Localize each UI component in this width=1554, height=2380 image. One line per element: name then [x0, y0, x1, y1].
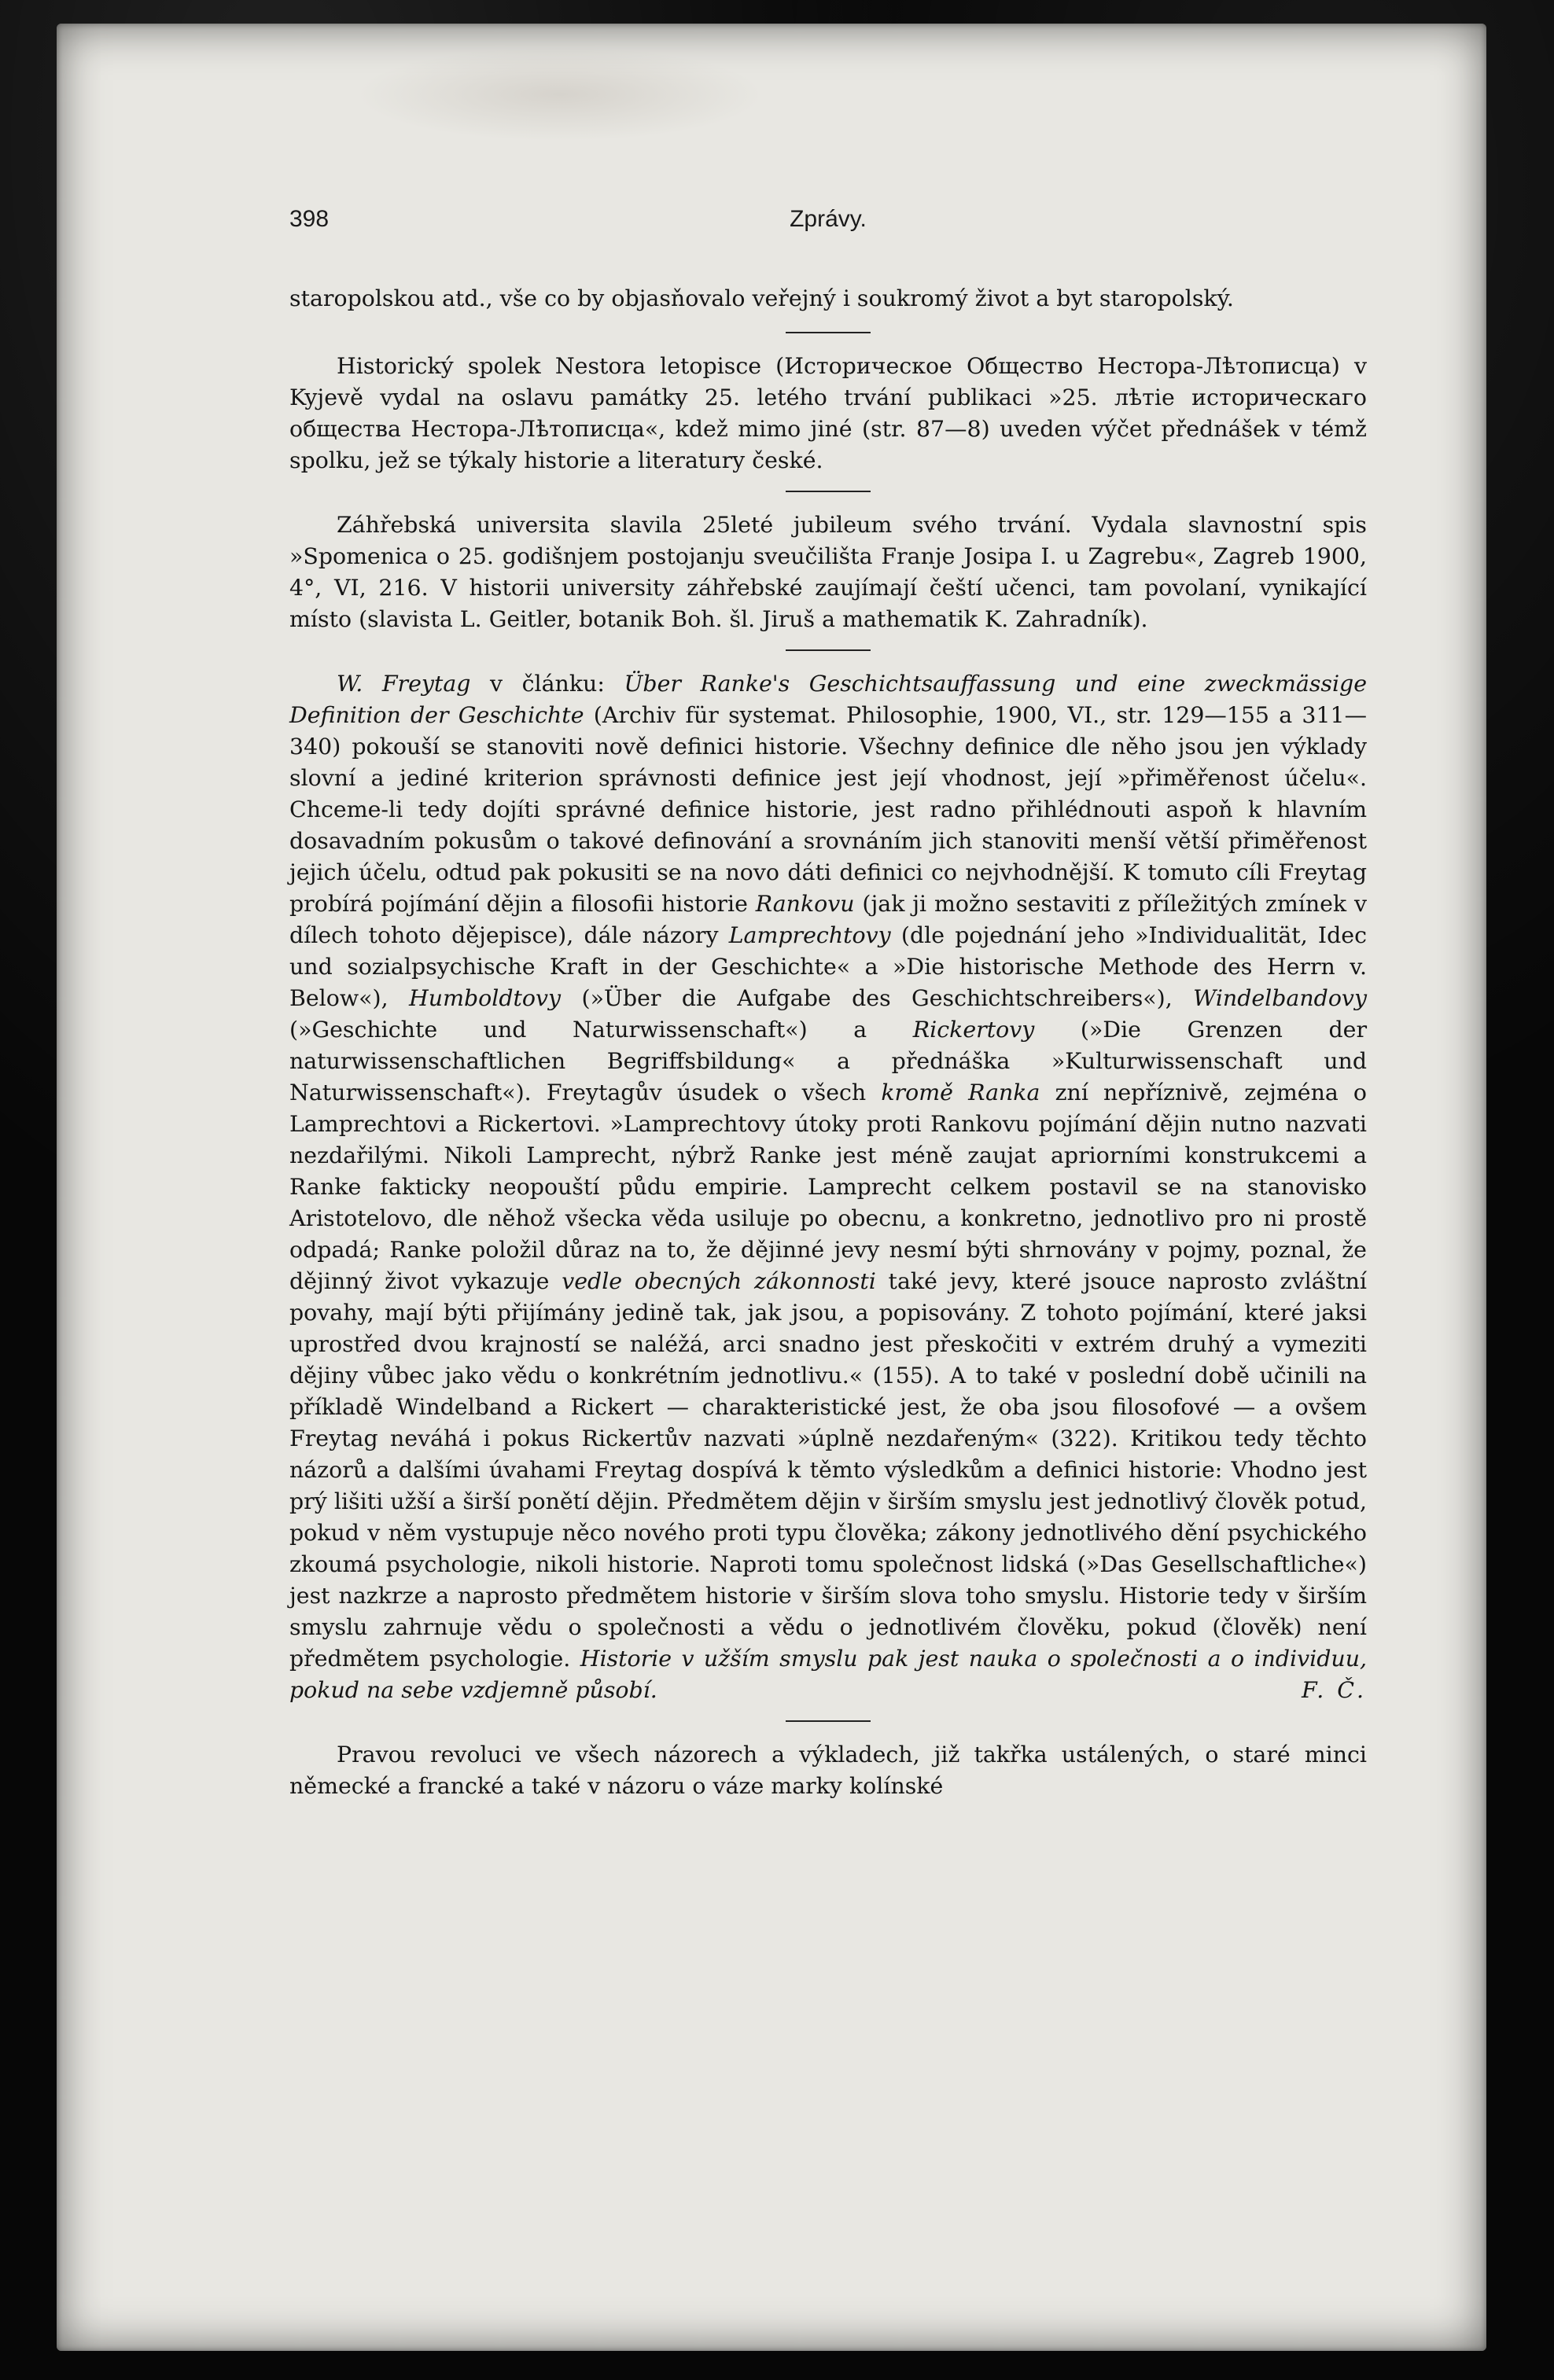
author-signature: F. Č.	[1301, 1677, 1367, 1703]
article-body	[289, 283, 1367, 1802]
paragraph-coin-revolution: Pravou revoluci ve všech názorech a výkladech, již takřka ustálených, o staré minci německé a francké a také v názoru o váze marky kolínské	[289, 1742, 1367, 1799]
section-divider	[786, 491, 871, 492]
section-divider	[786, 332, 871, 333]
section-divider	[786, 649, 871, 651]
section-divider	[786, 1720, 871, 1722]
paragraph-zagreb-university: Záhřebská universita slavila 25leté jubileum svého trvání. Vydala slavnostní spis »Spomenica o 25. godišnjem postojanju sveučilišta Franje Josipa I. u Zagrebu«, Zagreb 1900, 4°, VI, 216. V historii university záhřebské zaujímají čeští učenci, tam povolaní, vynikající místo (slavista L. Geitler, botanik Boh. šl. Jiruš a mathematik K. Zahradník).	[289, 512, 1367, 632]
paper-stain	[355, 47, 764, 142]
running-title: Zprávy.	[790, 206, 867, 232]
paragraph-continuation: staropolskou atd., vše co by objasňovalo veřejný i soukromý život a byt staropolský.	[289, 285, 1234, 311]
page-header	[289, 206, 1367, 245]
page-number: 398	[289, 206, 330, 232]
conclusion-text: Historie v užším smyslu pak jest nauka o společnosti a o individuu, pokud na sebe vzdjemně působí.	[289, 1646, 1368, 1703]
paragraph-nestor-society: Historický spolek Nestora letopisce (Историческое Общество Нестора-Лѣтописца) v Kyjevě vydal na oslavu památky 25. letého trvání publikaci »25. лѣтіе историческаго общества Нестора-Лѣтописца«, kdež mimo jiné (str. 87—8) uveden výčet přednášek v témž spolku, jež se týkaly historie a literatury české.	[289, 353, 1367, 473]
author-name: W. Freytag	[337, 671, 471, 697]
article-title: Über Ranke's Geschichtsauffassung und eine zweckmässige Definition der Geschichte	[289, 671, 1368, 728]
paragraph-freytag-review: W. Freytag v článku: Über Ranke's Geschichtsauffassung und eine zweckmässige Definition der Geschichte (Archiv für systemat. Philosophie, 1900, VI., str. 129—155 a 311—340) pokouší se stanoviti nově definici historie. Všechny definice dle něho jsou jen výklady slovní a jediné kriterion správnosti definice jest její vhodnost, její »přiměřenost účelu«. Chceme-li tedy dojíti správné definice historie, jest radno přihlédnouti aspoň k hlavním dosavadním pokusům o takové definování a srovnáním jich stanoviti menší větší přiměřenost jejich účelu, odtud pak pokusiti se na novo dáti definici co nejvhodnější. K tomuto cíli Freytag probírá pojímání dějin a filosofii historie Rankovu (jak ji možno sestaviti z příležitých zmínek v dílech tohoto dějepisce), dále názory Lamprechtovy (dle pojednání jeho »Individualität, Idec und sozialpsychische Kraft in der Geschichte« a »Die historische Methode des Herrn v. Below«), Humboldtovy (»Über die Aufgabe des Geschichtschreibers«), Windelbandovy (»Geschichte und Naturwissenschaft«) a Rickertovy (»Die Grenzen der naturwissenschaftlichen Begriffsbildung« a přednáška »Kulturwissenschaft und Naturwissenschaft«). Freytagův úsudek o všech kromě Ranka zní nepříznivě, zejména o Lamprechtovi a Rickertovi. »Lamprechtovy útoky proti Rankovu pojímání dějin nutno nazvati nezdařilými. Nikoli Lamprecht, nýbrž Ranke jest méně zaujat apriorními konstrukcemi a Ranke fakticky neopouští půdu empirie. Lamprecht celkem postavil se na stanovisko Aristotelovo, dle něhož všecka věda usiluje po obecnu, a konkretno, jednotlivo pro ni prostě odpadá; Ranke položil důraz na to, že dějinné jevy nesmí býti shrnovány v pojmy, poznal, že dějinný život vykazuje vedle obecných zákonnosti také jevy, které jsouce naprosto zvláštní povahy, mají býti přijímány jedině tak, jak jsou, a popisovány. Z tohoto pojímání, které jaksi uprostřed dvou krajností se naléžá, arci snadno jest přeskočiti v extrém druhý a vymeziti dějiny vůbec jako vědu o konkrétním jednotlivu.« (155). A to také v poslední době učinili na příkladě Windelband a Rickert — charakteristické jest, že oba jsou filosofové — a ovšem Freytag neváhá i pokus Rickertův nazvati »úplně nezdařeným« (322). Kritikou tedy těchto názorů a dalšími úvahami Freytag dospívá k těmto výsledkům a definici historie: Vhodno jest prý lišiti užší a širší ponětí dějin. Předmětem dějin v širším smyslu jest jednotlivý člověk potud, pokud v něm vystupuje něco nového proti typu člověka; zákony jednotlivého dění psychického zkoumá psychologie, nikoli historie. Naproti tomu společnost lidská (»Das Gesellschaftliche«) jest nazkrze a naprosto předmětem historie v širším slova toho smyslu. Historie tedy v širším smyslu zahrnuje vědu o společnosti a vědu o jednotlivém člověku, pokud (člověk) není předmětem psychologie. Historie v užším smyslu pak jest nauka o společnosti a o individuu, pokud na sebe vzdjemně působí. F. Č.	[289, 668, 1367, 1706]
